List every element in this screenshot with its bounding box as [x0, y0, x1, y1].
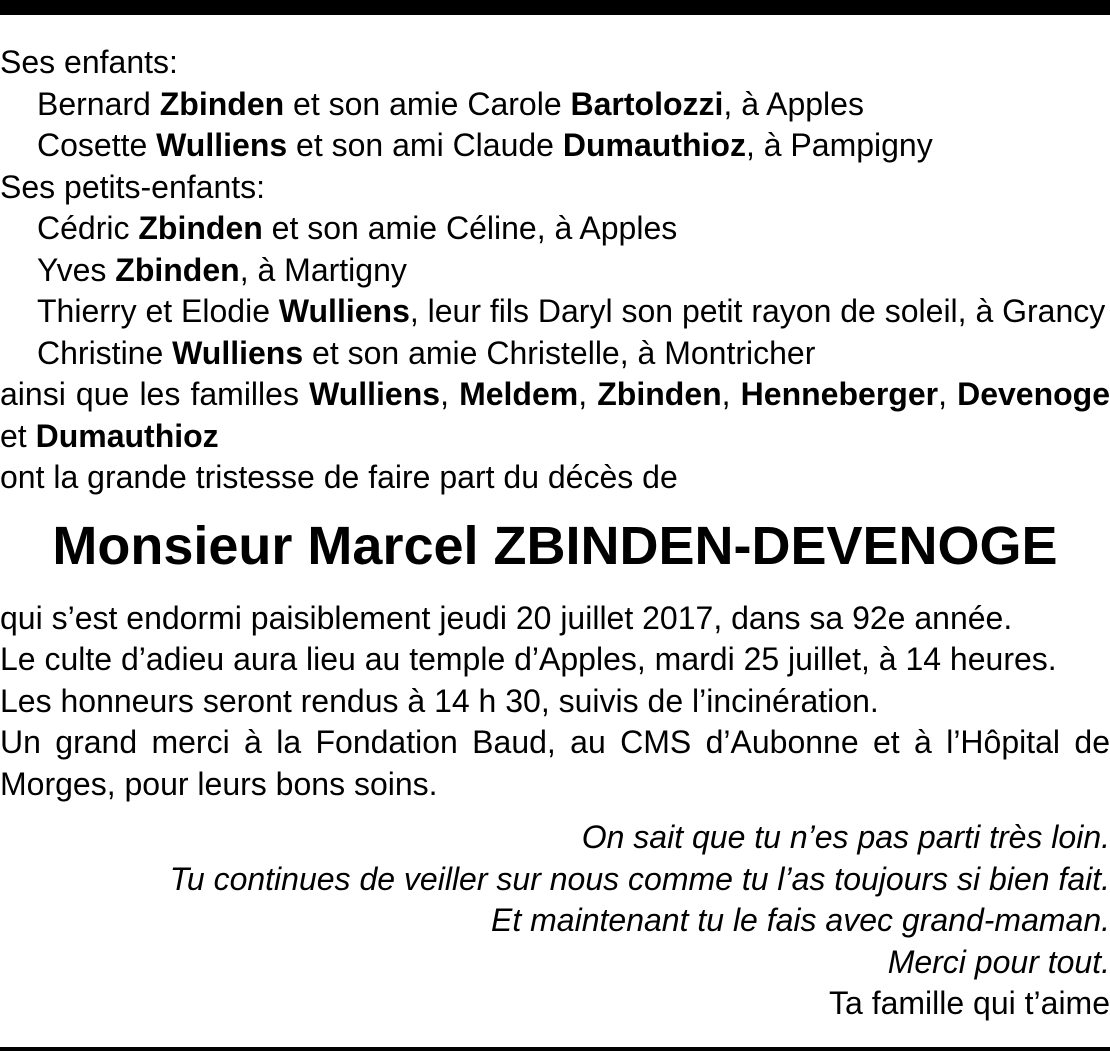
death-notice: [0, 42, 1110, 1025]
grandchild-line: Yves Zbinden, à Martigny: [37, 251, 407, 288]
thanks-paragraph: Un grand merci à la Fondation Baud, au CMS d’Aubonne et à l’Hôpital de Morges, pour leurs bons soins.: [0, 724, 1110, 802]
grandchildren-heading: Ses petits-enfants:: [0, 168, 266, 205]
notice-paragraph: Les honneurs seront rendus à 14 h 30, suivis de l’incinération.: [0, 682, 879, 719]
signature: Ta famille qui t’aime: [829, 985, 1110, 1021]
top-rule: [0, 0, 1110, 15]
bottom-rule: [0, 1047, 1110, 1051]
quote-line: Tu continues de veiller sur nous comme tu l’as toujours si bien fait.: [169, 860, 1110, 897]
quote-line: Et maintenant tu le fais avec grand-maman.: [491, 902, 1110, 938]
notice-paragraph: Le culte d’adieu aura lieu au temple d’Apples, mardi 25 juillet, à 14 heures.: [0, 641, 1057, 677]
grandchild-line: Cédric Zbinden et son amie Céline, à Apples: [37, 210, 678, 246]
quote-line: Merci pour tout.: [887, 943, 1110, 980]
notice-paragraph: qui s’est endormi paisiblement jeudi 20 juillet 2017, dans sa 92e année.: [0, 599, 1013, 636]
children-heading: Ses enfants:: [0, 44, 178, 80]
families-paragraph: ainsi que les familles Wulliens, Meldem, Zbinden, Henneberger, Devenoge et Dumauthioz: [0, 376, 1110, 454]
announcement-line: ont la grande tristesse de faire part du décès de: [0, 459, 678, 495]
grandchild-line: Thierry et Elodie Wulliens, leur fils Daryl son petit rayon de soleil, à Grancy: [37, 293, 1106, 329]
farewell-quote: [0, 817, 1110, 1025]
grandchild-line: Christine Wulliens et son amie Christelle, à Montricher: [37, 334, 816, 371]
deceased-name: Monsieur Marcel ZBINDEN-DEVENOGE: [52, 515, 1058, 576]
quote-line: On sait que tu n’es pas parti très loin.: [581, 819, 1110, 855]
child-line: Cosette Wulliens et son ami Claude Dumauthioz, à Pampigny: [37, 127, 933, 163]
child-line: Bernard Zbinden et son amie Carole Bartolozzi, à Apples: [37, 85, 864, 122]
